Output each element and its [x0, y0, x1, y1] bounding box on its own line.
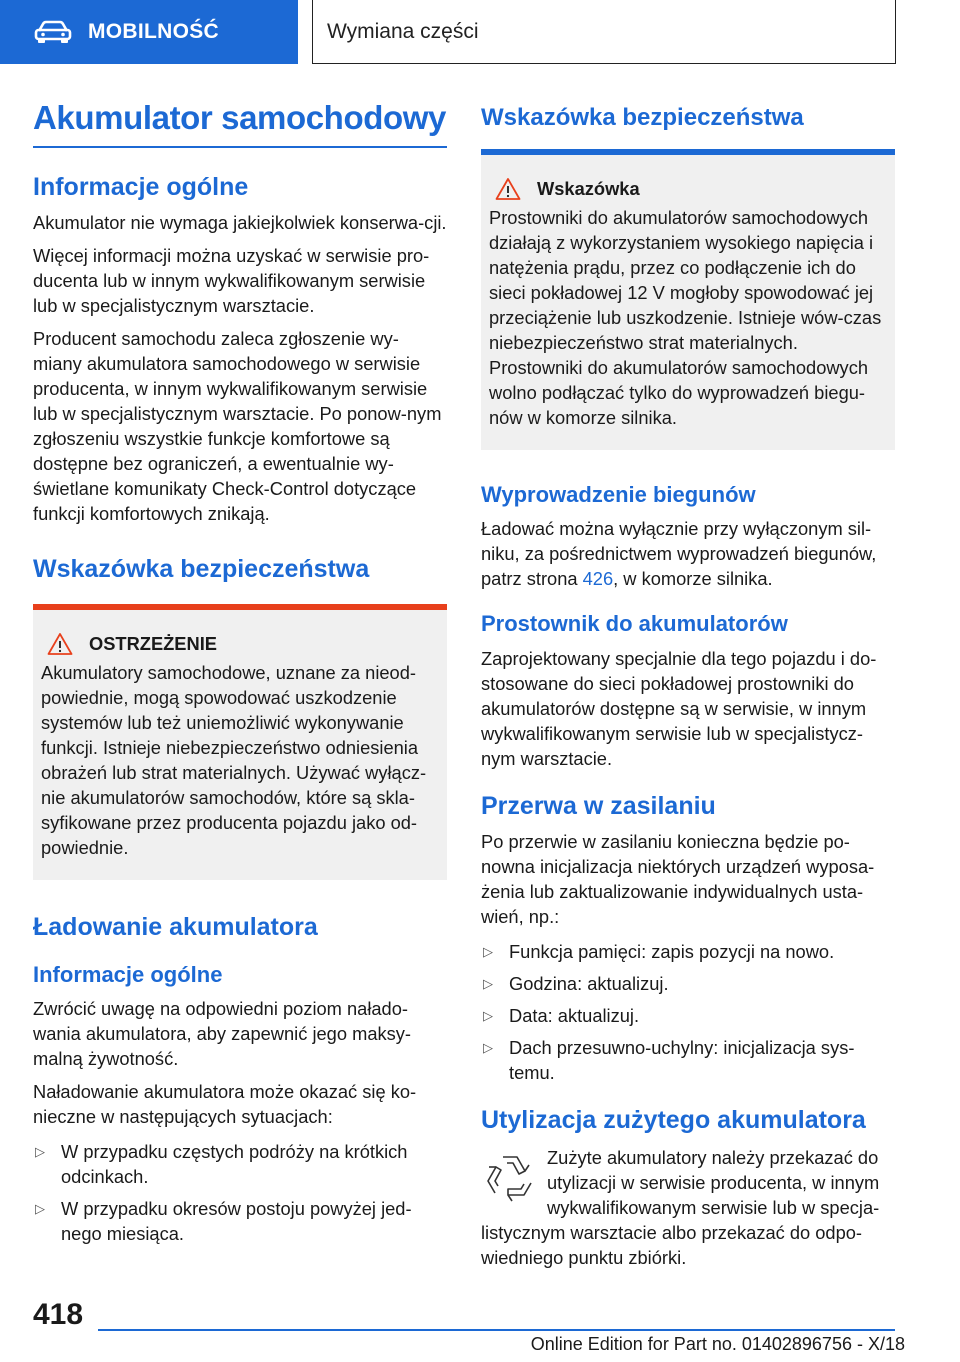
list-item: ▷ Data: aktualizuj.: [483, 1004, 640, 1026]
list-item: ▷ W przypadku częstych podróży na krótkich odcinkach.: [35, 1140, 408, 1187]
warning-text: Akumulatory samochodowe, uznane za nieod-powiednie, mogą spowodować uszkodzenie systemów lub też uniemożliwić wykonywanie funkcji. Istnieje niebezpieczeństwo odniesienia obrażeń lub strat materialnych. Używać wyłącz-nie akumulatorów samochodów, które są skla-syfikowane przez producenta pojazdu jako od-powiednie.: [41, 661, 427, 858]
general-paragraph-3: Producent samochodu zaleca zgłoszenie wy-miany akumulatora samochodowego w serwisie producenta, w innym wykwalifikowanym serwisie lub w specjalistycznym warsztacie. Po ponow-nym zgłoszeniu wszystkie funkcje komfortowe są dostępne bez ograniczeń, a ewentualnie wy-świetlane komunikaty Check-Control dotyczące funkcji komfortowych znikają.: [33, 327, 442, 524]
recycle-icon: [481, 1149, 539, 1207]
charger-heading: Prostownik do akumulatorów: [481, 611, 788, 637]
note-title: Wskazówka: [537, 177, 640, 199]
right-column: [481, 98, 895, 1270]
left-column: [33, 98, 447, 1246]
disposal-heading: Utylizacja zużytego akumulatora: [481, 1105, 866, 1134]
warning-triangle-icon: [47, 632, 73, 656]
charger-text: Zaprojektowany specjalnie dla tego pojazdu i do-stosowane do sieci pokładowej prostowniki do akumulatorów dostępne są w serwisie, w innym wykwalifikowanym serwisie lub w specjalistycz-nym warsztacie.: [481, 647, 877, 769]
charging-paragraph-2: Naładowanie akumulatora może okazać się ko-nieczne w następujących sytuacjach:: [33, 1080, 417, 1127]
note-box: [481, 155, 895, 450]
safety-heading-right: Wskazówka bezpieczeństwa: [481, 104, 804, 131]
list-item: ▷ Godzina: aktualizuj.: [483, 972, 669, 994]
edition-note: Online Edition for Part no. 01402896756 - X/18: [530, 1334, 905, 1354]
footer-divider: [98, 1329, 895, 1331]
power-heading: Przerwa w zasilaniu: [481, 791, 716, 820]
power-list: [481, 939, 895, 1085]
note-text: Prostowniki do akumulatorów samochodowych działają z wykorzystaniem wysokiego napięcia i natężenia prądu, przez co podłączenie ich do sieci pokładowej 12 V mogłoby spowodować jej przeciążenie lub uszkodzenie. Istnieje wów-czas niebezpieczeństwo strat materialnych. Prostowniki do akumulatorów samochodowych wolno podłączać tylko do wyprowadzeń biegu-nów w komorze silnika.: [489, 206, 882, 428]
power-text: Po przerwie w zasilaniu konieczna będzie po-nowna inicjalizacja niektórych urządzeń wyposa-żenia lub zaktualizowanie indywidualnych usta-wień, np.:: [481, 830, 875, 927]
warning-box: [33, 610, 447, 880]
safety-heading-left: Wskazówka bezpieczeństwa: [33, 554, 370, 583]
general-paragraph-1: Akumulator nie wymaga jakiejkolwiek konserwa-cji.: [33, 211, 447, 233]
chapter-title: Wymiana części: [312, 0, 896, 64]
disposal-block: [481, 1145, 895, 1270]
section-tab: [0, 0, 298, 64]
list-item: ▷ Dach przesuwno-uchylny: inicjalizacja sys-temu.: [483, 1036, 855, 1083]
warning-triangle-icon: [495, 177, 521, 201]
poles-text: Ładować można wyłącznie przy wyłączonym sil-niku, za pośrednictwem wyprowadzeń biegunów, patrz strona 426, w komorze silnika.: [481, 518, 877, 590]
general-paragraph-2: Więcej informacji można uzyskać w serwisie pro-ducenta lub w innym wykwalifikowanym serwisie lub w specjalistycznym warsztacie.: [33, 244, 430, 316]
disposal-text: Zużyte akumulatory należy przekazać do utylizacji w serwisie producenta, w innym wykwalifikowanym serwisie lub w specja-listycznym warsztacie albo przekazać do odpo-wiedniego punktu zbiórki.: [481, 1146, 880, 1268]
charging-list: [33, 1139, 447, 1246]
car-icon: [34, 20, 72, 44]
charging-heading: Ładowanie akumulatora: [33, 912, 318, 941]
charging-subheading: Informacje ogólne: [33, 961, 223, 987]
warning-title: OSTRZEŻENIE: [89, 632, 217, 654]
page-link[interactable]: 426: [582, 568, 614, 590]
general-info-heading: Informacje ogólne: [33, 172, 249, 201]
section-label: MOBILNOŚĆ: [88, 20, 220, 43]
page-title: Akumulator samochodowy: [33, 98, 447, 148]
list-item: ▷ Funkcja pamięci: zapis pozycji na nowo.: [483, 940, 835, 962]
poles-heading: Wyprowadzenie biegunów: [481, 481, 756, 507]
page-number: 418: [33, 1298, 84, 1331]
charging-paragraph-1: Zwrócić uwagę na odpowiedni poziom nałado-wania akumulatora, aby zapewnić jego maksy-malną żywotność.: [33, 997, 411, 1069]
list-item: ▷ W przypadku okresów postoju powyżej jed-nego miesiąca.: [35, 1197, 412, 1244]
